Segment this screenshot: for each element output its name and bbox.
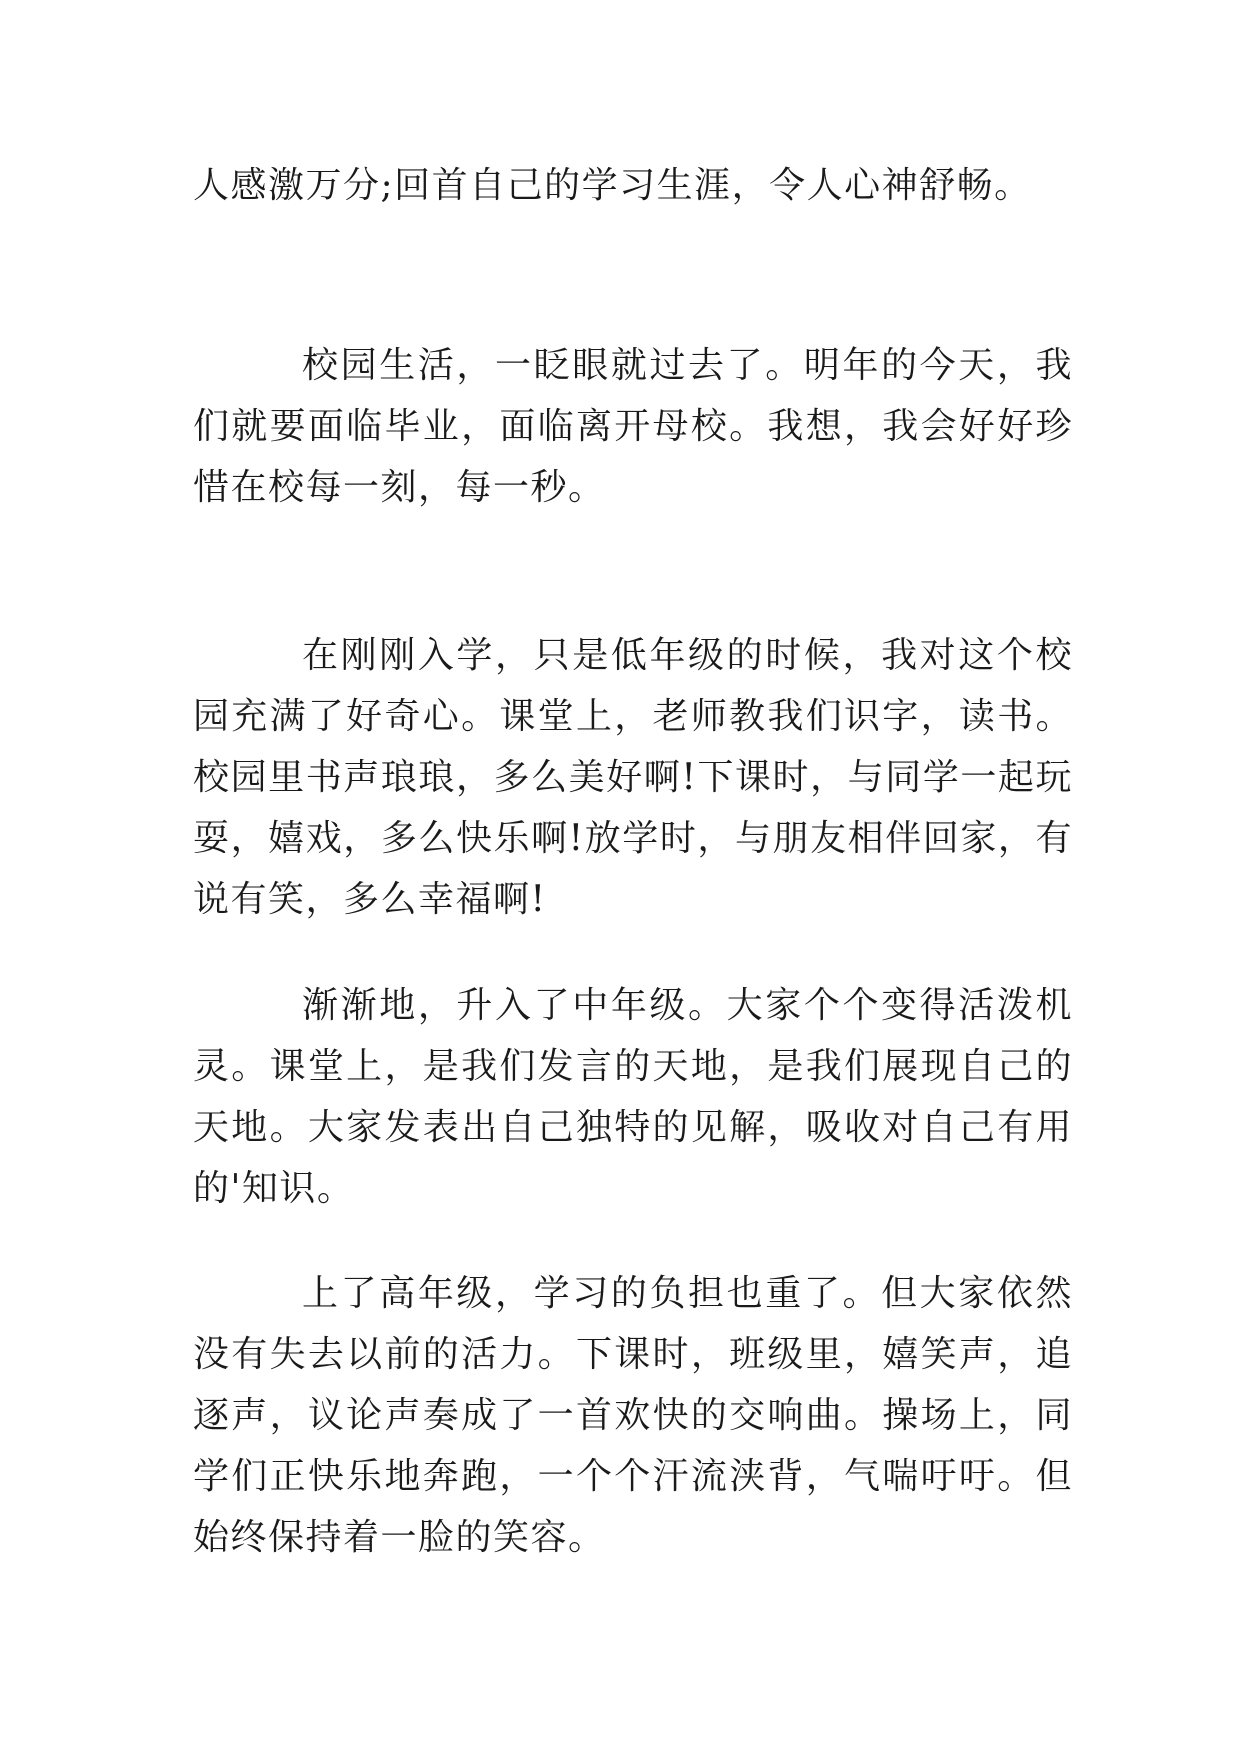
paragraph-lower-grades: 在刚刚入学，只是低年级的时候，我对这个校园充满了好奇心。课堂上，老师教我们识字，读书。校园里书声琅琅，多么美好啊!下课时，与同学一起玩耍，嬉戏，多么快乐啊!放学时，与朋友相伴回家，有说有笑，多么幸福啊! (193, 635, 1073, 920)
paragraph-continuation: 人感激万分;回首自己的学习生涯，令人心神舒畅。 (193, 165, 1032, 206)
paragraph-campus-life: 校园生活，一眨眼就过去了。明年的今天，我们就要面临毕业，面临离开母校。我想，我会好好珍惜在校每一刻，每一秒。 (193, 345, 1073, 508)
paragraph-upper-grades: 上了高年级，学习的负担也重了。但大家依然没有失去以前的活力。下课时，班级里，嬉笑声，追逐声，议论声奏成了一首欢快的交响曲。操场上，同学们正快乐地奔跑，一个个汗流浃背，气喘吁吁。但始终保持着一脸的笑容。 (193, 1273, 1073, 1558)
paragraph-middle-grades: 渐渐地，升入了中年级。大家个个变得活泼机灵。课堂上，是我们发言的天地，是我们展现自己的天地。大家发表出自己独特的见解，吸收对自己有用的'知识。 (193, 985, 1073, 1209)
